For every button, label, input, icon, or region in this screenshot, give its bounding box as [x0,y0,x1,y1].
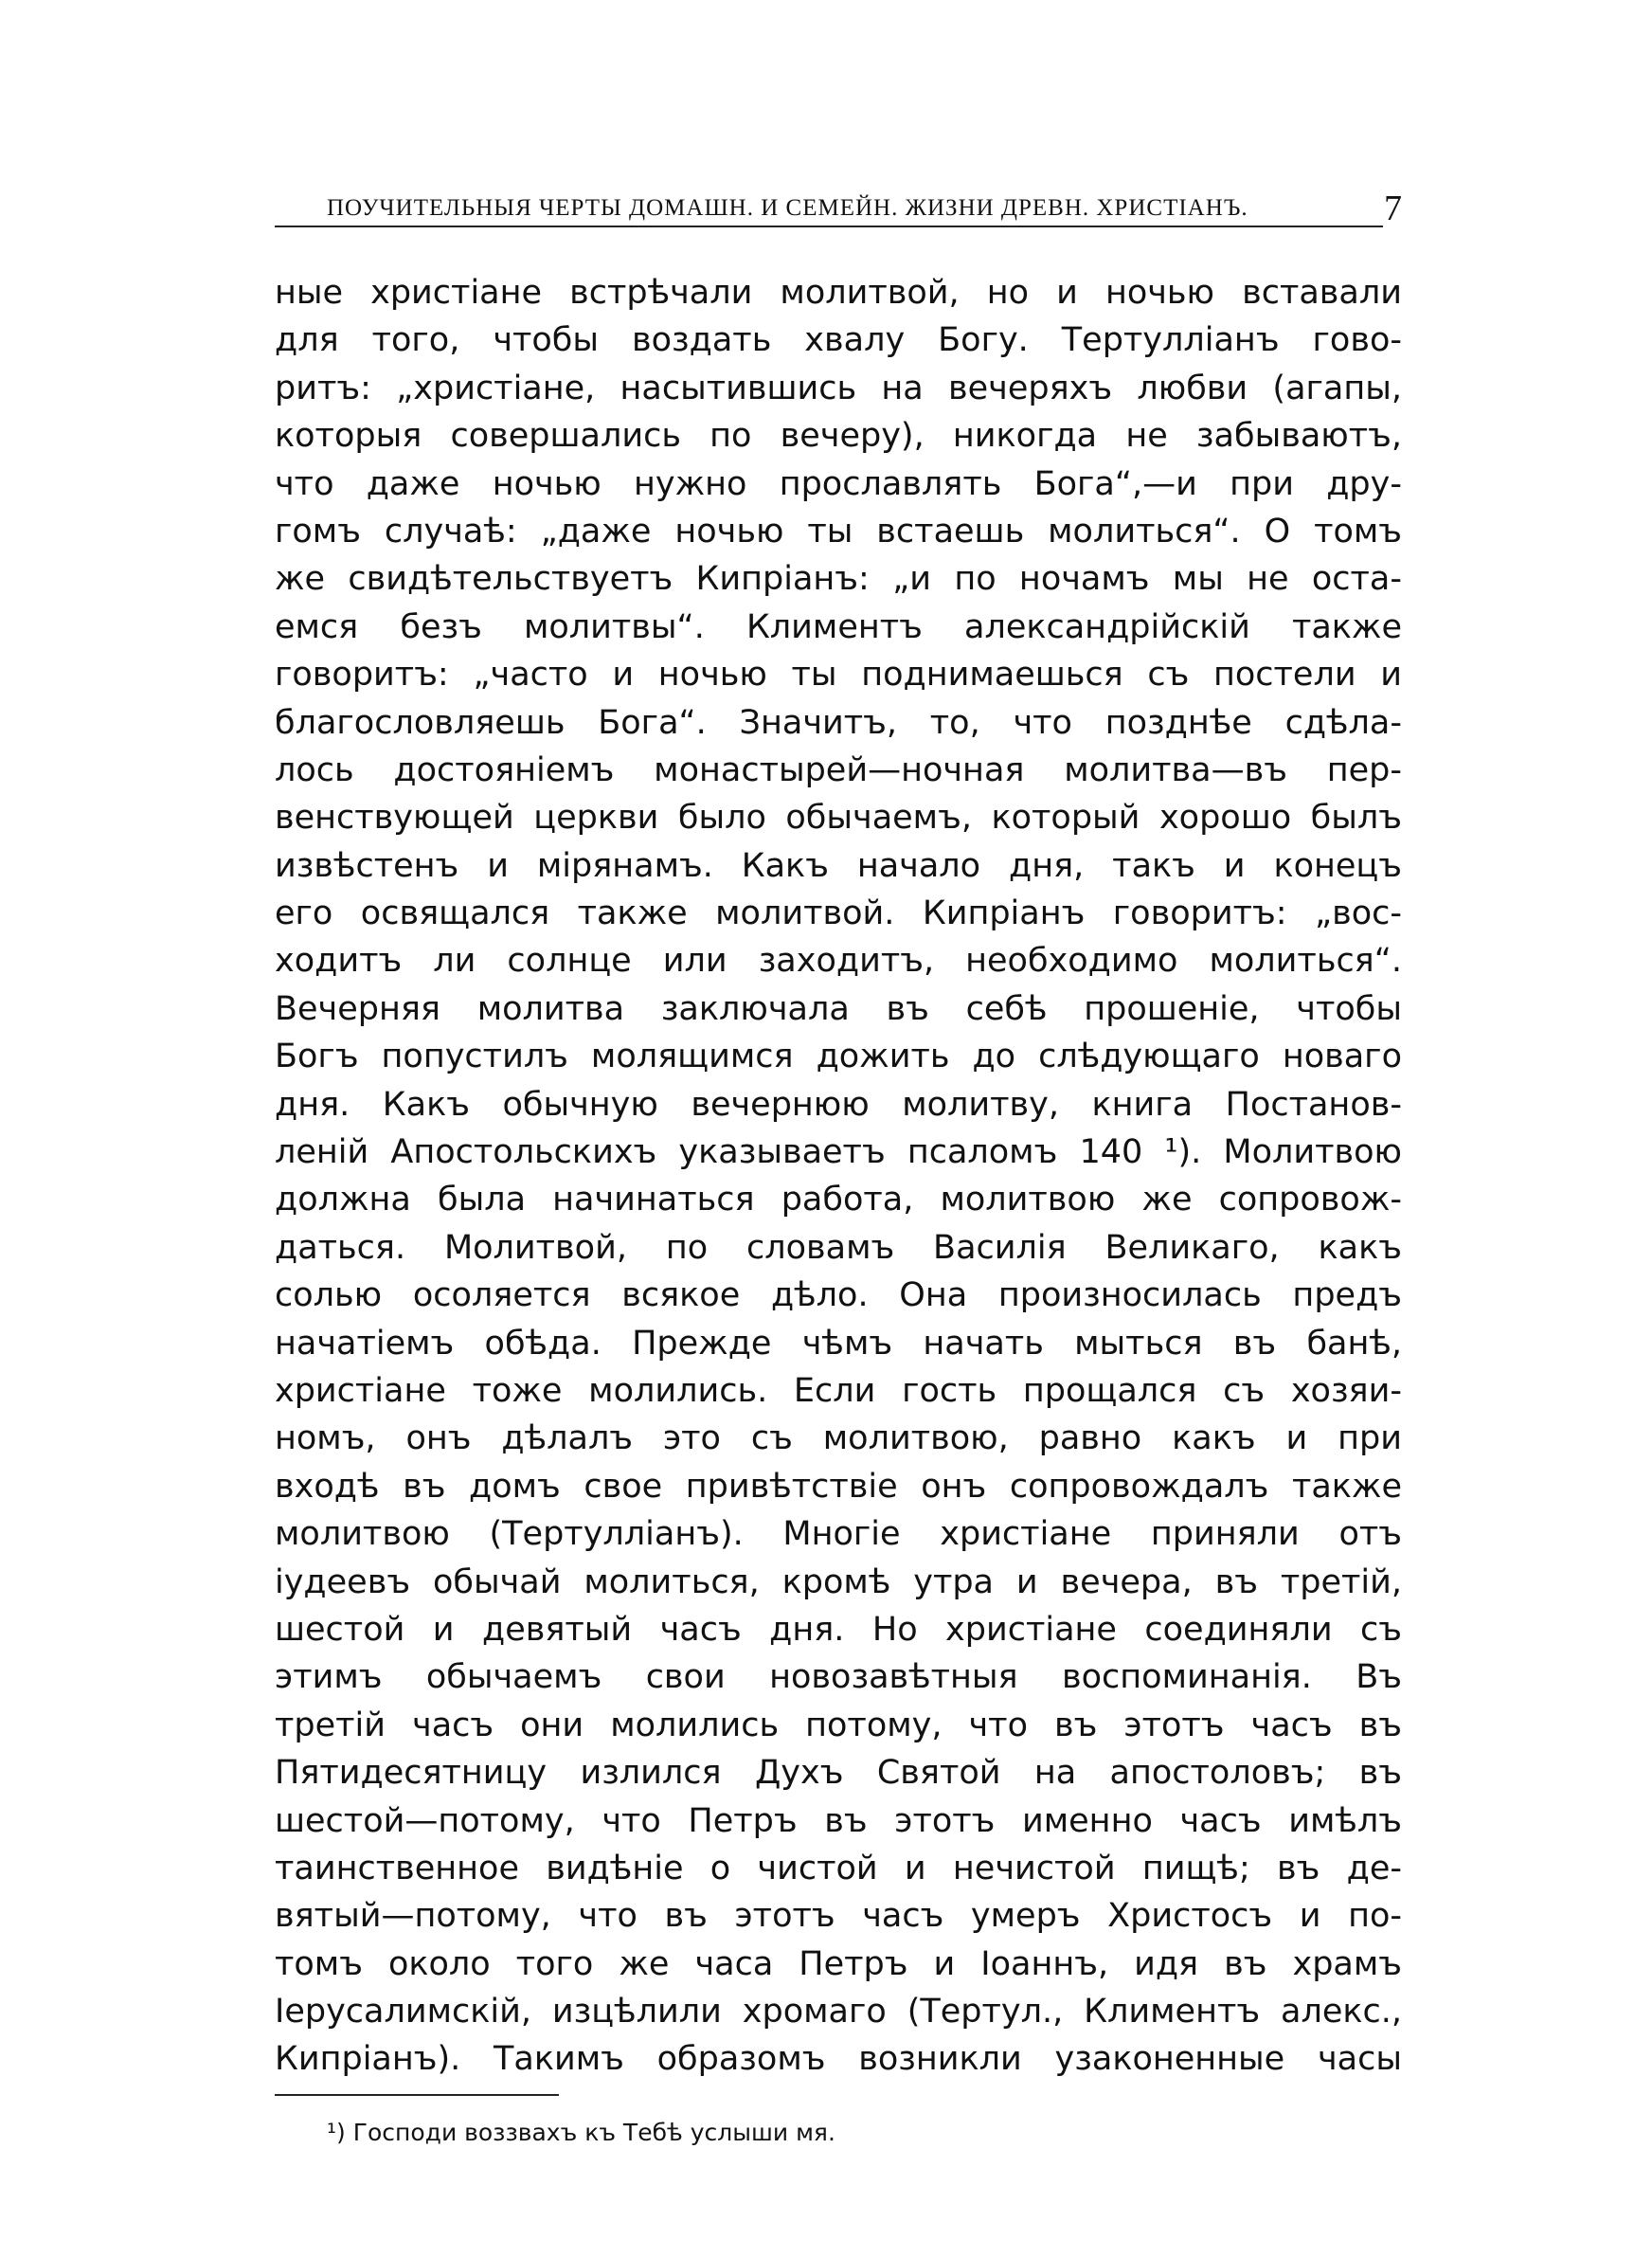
text-line: молитвою (Тертулліанъ). Многіе христіане приняли отъ [275,1515,1402,1554]
text-line: Кипріанъ). Такимъ образомъ возникли узаконенные часы [275,2040,1402,2079]
text-line: Вечерняя молитва заключала въ себѣ прошеніе, чтобы [275,989,1402,1028]
text-line: Пятидесятницу излился Духъ Святой на апостоловъ; въ [275,1754,1402,1793]
running-head [275,190,1402,227]
text-line: ные христіане встрѣчали молитвой, но и ночью вставали [275,274,1402,312]
text-line: ритъ: „христіане, насытившись на вечеряхъ любви (агапы, [275,369,1402,407]
text-line: Іерусалимскій, изцѣлили хромаго (Тертул., Климентъ алекс., [275,1993,1402,2031]
text-line: солью осоляется всякое дѣло. Она произносилась предъ [275,1276,1402,1315]
text-line: для того, чтобы воздать хвалу Богу. Тертулліанъ гово- [275,321,1402,360]
text-line: говоритъ: „часто и ночью ты поднимаешься съ постели и [275,656,1402,695]
text-line: венствующей церкви было обычаемъ, который хорошо былъ [275,799,1402,838]
text-line: даться. Молитвой, по словамъ Василія Великаго, какъ [275,1228,1402,1267]
footnote-marker: ¹) [327,2119,346,2146]
text-line: извѣстенъ и мірянамъ. Какъ начало дня, такъ и конецъ [275,846,1402,885]
text-line: его освящался также молитвой. Кипріанъ говоритъ: „вос- [275,894,1402,933]
text-line: христіане тоже молились. Если гость прощался съ хозяи- [275,1371,1402,1410]
text-line: же свидѣтельствуетъ Кипріанъ: „и по ночамъ мы не оста- [275,560,1402,599]
footnote [327,2119,835,2146]
text-line: гомъ случаѣ: „даже ночью ты встаешь молиться“. О томъ [275,512,1402,551]
footnote-rule [275,2094,559,2096]
text-line: которыя совершались по вечеру), никогда не забываютъ, [275,417,1402,456]
text-line: лось достояніемъ монастырей—ночная молитва—въ пер- [275,750,1402,789]
body-text [275,269,1402,2084]
text-line: должна была начинаться работа, молитвою же сопровож- [275,1181,1402,1219]
text-line: номъ, онъ дѣлалъ это съ молитвою, равно какъ и при [275,1419,1402,1458]
text-line: іудеевъ обычай молиться, кромѣ утра и вечера, въ третій, [275,1562,1402,1601]
text-line: благословляешь Бога“. Значитъ, то, что позднѣе сдѣла- [275,703,1402,742]
text-line: шестой и девятый часъ дня. Но христіане соединяли съ [275,1610,1402,1649]
running-head-title: ПОУЧИТЕЛЬНЫЯ ЧЕРТЫ ДОМАШН. И СЕМЕЙН. ЖИЗНИ ДРЕВН. ХРИСТІАНЪ. [327,195,1248,221]
text-line: вятый—потому, что въ этотъ часъ умеръ Христосъ и по- [275,1897,1402,1936]
text-line: дня. Какъ обычную вечернюю молитву, книга Постанов- [275,1085,1402,1124]
text-line: леній Апостольскихъ указываетъ псаломъ 140 ¹). Молитвою [275,1133,1402,1172]
footnote-text: Господи воззвахъ къ Тебѣ услыши мя. [352,2119,835,2146]
text-line: емся безъ молитвы“. Климентъ александрійскій также [275,607,1402,646]
text-line: входѣ въ домъ свое привѣтствіе онъ сопровождалъ также [275,1467,1402,1506]
text-line: начатіемъ обѣда. Прежде чѣмъ начать мыться въ банѣ, [275,1324,1402,1363]
text-line: таинственное видѣніе о чистой и нечистой пищѣ; въ де- [275,1849,1402,1887]
text-line: томъ около того же часа Петръ и Іоаннъ, идя въ храмъ [275,1944,1402,1983]
text-line: Богъ попустилъ молящимся дожить до слѣдующаго новаго [275,1038,1402,1076]
text-line: шестой—потому, что Петръ въ этотъ именно часъ имѣлъ [275,1801,1402,1840]
text-line: этимъ обычаемъ свои новозавѣтныя воспоминанія. Въ [275,1658,1402,1697]
text-line: что даже ночью нужно прославлять Бога“,—и при дру- [275,464,1402,503]
text-line: ходитъ ли солнце или заходитъ, необходимо молиться“. [275,942,1402,981]
page-number: 7 [1384,189,1402,228]
text-line: третій часъ они молились потому, что въ этотъ часъ въ [275,1706,1402,1744]
header-rule [275,226,1383,227]
